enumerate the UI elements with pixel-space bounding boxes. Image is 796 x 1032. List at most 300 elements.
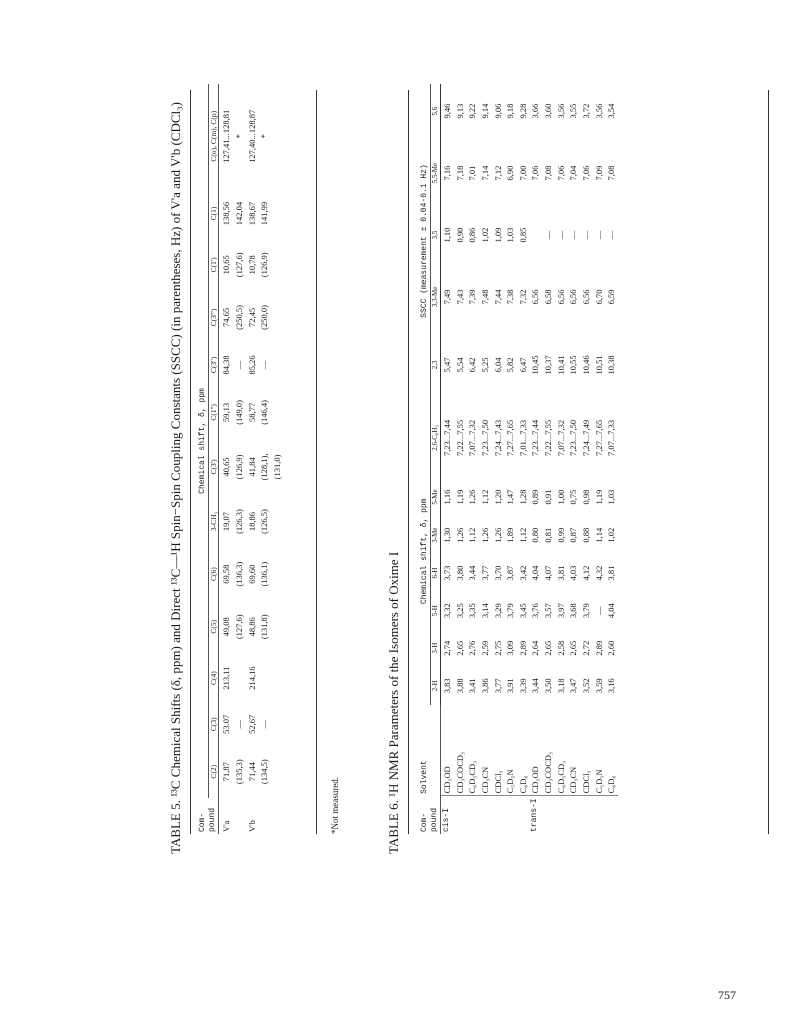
table5-column-header: C(1')	[209, 239, 219, 292]
value-cell: 1,16	[442, 489, 452, 505]
table6-bottom-rule	[768, 90, 769, 834]
table-row	[270, 84, 283, 834]
value-cell: 7,39	[467, 289, 478, 305]
table-row	[605, 84, 618, 834]
value-cell	[257, 653, 270, 703]
value-cell: 1,19	[593, 489, 604, 505]
value-cell	[270, 703, 283, 745]
compound-cell	[542, 796, 555, 834]
value-cell: 3,91	[505, 678, 516, 694]
value-cell: 2,65	[454, 640, 465, 656]
value-cell: 7,04	[568, 165, 579, 181]
value-cell: 1,26	[454, 527, 465, 543]
value-cell: 58,77	[246, 402, 257, 422]
value-cell: 3,73	[442, 565, 452, 581]
solvent-cell: CD₃COCD₃	[542, 705, 555, 796]
value-cell: 3,79	[505, 603, 516, 619]
value-cell: —	[555, 230, 566, 240]
value-cell: 3,50	[543, 678, 553, 694]
value-cell: 3,60	[543, 103, 553, 119]
value-cell: 1,19	[454, 489, 465, 505]
value-cell: 7,07...7,32	[555, 419, 566, 457]
value-cell: 0,85	[517, 227, 528, 243]
table6-column-header: 3,5	[431, 208, 441, 262]
value-cell: (136,3)	[234, 561, 244, 587]
value-cell: 41,84	[246, 457, 257, 477]
value-cell: 3,86	[479, 678, 490, 694]
value-cell: 138,56	[221, 201, 232, 226]
value-cell: (136,1)	[259, 561, 270, 587]
value-cell: 7,08	[606, 165, 617, 181]
table6-chemshift-header: Chemical shift, δ, ppm	[420, 398, 431, 705]
value-cell: 1,03	[606, 489, 617, 505]
value-cell: (135,3)	[234, 759, 244, 785]
value-cell: 3,55	[568, 103, 579, 119]
value-cell: 3,18	[555, 678, 566, 694]
value-cell: 1,30	[442, 527, 452, 543]
value-cell: 1,26	[479, 527, 490, 543]
value-cell: 7,49	[442, 289, 452, 305]
table-row	[466, 84, 479, 834]
value-cell: 138,67	[246, 201, 257, 226]
solvent-cell: CDCl₃	[580, 705, 593, 796]
value-cell	[270, 189, 283, 239]
value-cell: *	[259, 134, 270, 139]
page-number: 757	[718, 988, 736, 1002]
value-cell	[270, 745, 283, 798]
value-cell: 127,41...128,81	[221, 109, 232, 163]
table5-group-header: Chemical shift, δ, ppm	[198, 84, 209, 798]
value-cell: 3,39	[517, 678, 528, 694]
value-cell: 7,18	[454, 165, 465, 181]
table5	[198, 84, 283, 834]
value-cell: 0,98	[580, 489, 591, 505]
value-cell: 6,56	[568, 289, 579, 305]
value-cell: 6,42	[467, 357, 478, 373]
value-cell: 1,28	[517, 489, 528, 505]
value-cell: 3,87	[505, 565, 516, 581]
compound-cell	[567, 796, 580, 834]
value-cell: 1,20	[492, 489, 503, 505]
table5-column-header: C(3)	[209, 703, 219, 745]
value-cell: 10,38	[606, 355, 617, 375]
value-cell: 1,09	[492, 227, 503, 243]
table-row	[542, 84, 555, 834]
value-cell: 2,60	[606, 640, 617, 656]
value-cell: 9,18	[505, 103, 516, 119]
value-cell: 141,99	[259, 201, 270, 226]
value-cell: 4,32	[593, 565, 604, 581]
value-cell: 7,48	[479, 289, 490, 305]
value-cell: 3,88	[454, 678, 465, 694]
value-cell	[529, 208, 542, 262]
table5-column-header: C(o), C(m), C(p)	[209, 84, 219, 189]
value-cell: 0,86	[467, 227, 478, 243]
value-cell: 6,04	[492, 357, 503, 373]
value-cell	[270, 548, 283, 601]
compound-cell	[479, 796, 492, 834]
value-cell: 3,83	[442, 678, 452, 694]
value-cell: 2,65	[543, 640, 553, 656]
value-cell: 7,00	[517, 165, 528, 181]
table5-bottom-rule	[316, 90, 317, 834]
value-cell: (131,0)	[271, 454, 282, 480]
value-cell: 7,23...7,44	[442, 419, 452, 457]
value-cell: (126,9)	[234, 454, 244, 480]
value-cell: 127,40...128,87	[246, 109, 257, 163]
table5-column-header: C(3''')	[209, 291, 219, 344]
value-cell: (149,0)	[234, 399, 244, 425]
value-cell	[270, 344, 283, 386]
value-cell: —	[580, 230, 591, 240]
value-cell: 3,59	[593, 678, 604, 694]
value-cell: 4,04	[606, 603, 617, 619]
table6	[420, 84, 618, 834]
value-cell: 10,55	[568, 355, 579, 375]
value-cell: 1,26	[467, 489, 478, 505]
value-cell: 2,75	[492, 640, 503, 656]
value-cell: —	[234, 720, 244, 729]
value-cell: 7,01...7,33	[517, 419, 528, 457]
table6-column-header: 5-H	[431, 592, 441, 630]
value-cell: 2,76	[467, 640, 478, 656]
value-cell: 3,16	[606, 678, 617, 694]
table5-column-header: C(3')	[209, 439, 219, 496]
compound-cell	[492, 796, 505, 834]
compound-cell: trans-I	[530, 798, 540, 832]
value-cell	[270, 386, 283, 439]
value-cell: 7,27...7,65	[593, 419, 604, 457]
value-cell: 71,44	[246, 762, 257, 782]
value-cell	[270, 84, 283, 189]
solvent-cell: C₆D₆	[517, 705, 530, 796]
compound-cell	[593, 796, 606, 834]
value-cell: 1,89	[505, 527, 516, 543]
table5-top-rule	[190, 90, 191, 834]
value-cell: 3,80	[454, 565, 465, 581]
compound-cell	[504, 796, 517, 834]
value-cell: 9,28	[517, 103, 528, 119]
table5-column-header: C(6)	[209, 548, 219, 601]
value-cell: 7,01	[467, 165, 478, 181]
value-cell: (126,9)	[259, 252, 270, 278]
table5-column-header: C(5)	[209, 600, 219, 653]
table6-column-header: 2,3	[431, 332, 441, 398]
value-cell: (134,5)	[259, 759, 270, 785]
value-cell: 4,03	[568, 565, 579, 581]
value-cell: 9,13	[454, 103, 465, 119]
value-cell: 1,26	[492, 527, 503, 543]
value-cell: 3,35	[467, 603, 478, 619]
value-cell: 142,04	[234, 201, 244, 226]
value-cell: 0,80	[530, 527, 541, 543]
rotated-page-content	[168, 80, 778, 860]
value-cell: 9,14	[479, 103, 490, 119]
value-cell: —	[593, 230, 604, 240]
value-cell: 6,90	[505, 165, 516, 181]
value-cell: 48,86	[246, 617, 257, 637]
value-cell: 213,11	[221, 666, 232, 690]
value-cell: 10,65	[221, 255, 232, 275]
value-cell: 2,64	[530, 640, 541, 656]
value-cell: 1,03	[505, 227, 516, 243]
value-cell: 3,41	[467, 678, 478, 694]
table-row	[580, 84, 593, 834]
value-cell: —	[543, 230, 553, 240]
value-cell: 7,06	[580, 165, 591, 181]
value-cell: 3,97	[555, 603, 566, 619]
table-row	[593, 84, 606, 834]
value-cell: 10,37	[543, 355, 553, 375]
table6-column-header: 5,5-Me	[431, 138, 441, 208]
table-row	[504, 84, 517, 834]
value-cell: 3,66	[530, 103, 541, 119]
table-row	[555, 84, 568, 834]
value-cell: 7,09	[593, 165, 604, 181]
value-cell: 7,06	[555, 165, 566, 181]
value-cell: 1,10	[442, 227, 452, 243]
compound-cell	[466, 796, 479, 834]
value-cell	[270, 495, 283, 548]
value-cell: 3,47	[568, 678, 579, 694]
value-cell: 1,12	[517, 527, 528, 543]
table6-column-header: 5-Me	[431, 478, 441, 516]
value-cell: 9,22	[467, 103, 478, 119]
value-cell: 6,56	[580, 289, 591, 305]
value-cell: 0,99	[555, 527, 566, 543]
value-cell: 3,42	[517, 565, 528, 581]
value-cell: 1,12	[467, 527, 478, 543]
compound-cell: V'b	[246, 820, 257, 832]
solvent-cell: CD₃OD	[529, 705, 542, 796]
table6-top-rule	[408, 90, 409, 834]
value-cell: 53.07	[221, 714, 232, 734]
table5-column-header: C(1)	[209, 189, 219, 239]
table6-column-header: 2,6-C₆H₅	[431, 398, 441, 478]
value-cell: 7,23...7,50	[479, 419, 490, 457]
value-cell: 7,14	[479, 165, 490, 181]
value-cell: —	[568, 230, 579, 240]
table6-solvent-header: Solvent	[420, 705, 441, 796]
compound-cell	[517, 796, 530, 834]
compound-cell	[580, 796, 593, 834]
value-cell: 2,89	[517, 640, 528, 656]
value-cell: 0,89	[530, 489, 541, 505]
value-cell: 4,07	[543, 565, 553, 581]
value-cell: 7,07...7,32	[467, 419, 478, 457]
value-cell	[270, 291, 283, 344]
value-cell: 18,86	[246, 511, 257, 532]
value-cell: 2,65	[568, 640, 579, 656]
value-cell: 7,22...7,55	[454, 419, 465, 457]
table-row	[441, 84, 454, 834]
value-cell: 3,54	[606, 103, 617, 119]
value-cell: 0,87	[568, 527, 579, 543]
value-cell: 10,41	[555, 355, 566, 375]
value-cell: 74,65	[221, 307, 232, 328]
value-cell: 10,51	[593, 355, 604, 375]
value-cell: 3,44	[530, 678, 541, 694]
value-cell: 0,90	[454, 227, 465, 243]
value-cell: —	[593, 606, 604, 615]
value-cell: 3,45	[517, 603, 528, 619]
value-cell: 3,79	[580, 603, 591, 619]
compound-cell: cis-I	[442, 807, 451, 832]
value-cell: 72,45	[246, 307, 257, 328]
value-cell: 5,25	[479, 357, 490, 373]
value-cell: 7,32	[517, 289, 528, 305]
table-row	[245, 84, 258, 834]
solvent-cell: CDCl₃	[492, 705, 505, 796]
table5-column-header: 3-CH₃	[209, 495, 219, 548]
table5-body	[219, 84, 283, 834]
value-cell: 7,23...7,50	[568, 419, 579, 457]
value-cell: 71,87	[221, 762, 232, 782]
table6-sscc-header: SSCC (measurement ± 0.04-0.1 Hz)	[420, 84, 431, 398]
table6-column-header: 3-Me	[431, 516, 441, 554]
table6-column-header: 6-H	[431, 554, 441, 592]
value-cell: 7,22...7,55	[543, 419, 553, 457]
value-cell	[270, 600, 283, 653]
value-cell: 85,26	[246, 355, 257, 375]
value-cell: 2,59	[479, 640, 490, 656]
value-cell: 3,70	[492, 565, 503, 581]
value-cell: 5,47	[442, 357, 452, 373]
value-cell: 7,12	[492, 165, 503, 181]
value-cell: 52,67	[246, 714, 257, 734]
solvent-cell: C₆D₅CD₃	[466, 705, 479, 796]
solvent-cell: C₅D₅N	[593, 705, 606, 796]
value-cell: 3,77	[479, 565, 490, 581]
value-cell: 3,52	[580, 678, 591, 694]
table-row	[529, 84, 542, 834]
compound-cell	[605, 796, 618, 834]
table6-body	[441, 84, 618, 834]
table-row	[219, 84, 232, 834]
value-cell: 214,16	[246, 666, 257, 690]
compound-cell	[454, 796, 467, 834]
solvent-cell: CD₃OD	[441, 705, 454, 796]
value-cell: 7,16	[442, 165, 452, 181]
value-cell: 7,27...7,65	[505, 419, 516, 457]
value-cell: 1,47	[505, 489, 516, 505]
table-row	[257, 84, 270, 834]
value-cell: 49,08	[221, 617, 232, 637]
value-cell: —	[234, 360, 244, 370]
value-cell: 40,65	[221, 457, 232, 477]
value-cell: —	[606, 230, 617, 240]
compound-cell	[257, 798, 270, 834]
solvent-cell: C₆D₅CD₃	[555, 705, 568, 796]
table6-caption: TABLE 6. ¹H NMR Parameters of the Isomers of Oxime I	[386, 551, 401, 854]
value-cell: —	[259, 720, 270, 729]
value-cell: 1,12	[479, 489, 490, 505]
table-row	[492, 84, 505, 834]
value-cell: —	[259, 360, 270, 370]
table5-column-header: C(1'')	[209, 386, 219, 439]
value-cell: 3,32	[442, 603, 452, 619]
solvent-cell: CD₃CN	[567, 705, 580, 796]
value-cell: 3,25	[454, 603, 465, 619]
value-cell: 7,24...7,49	[580, 419, 591, 457]
table5-footnote: *Not measured.	[330, 777, 340, 834]
solvent-cell: C₆D₆	[605, 705, 618, 796]
value-cell: (127,6)	[234, 252, 244, 278]
value-cell: 3,29	[492, 603, 503, 619]
value-cell: 69,60	[246, 564, 257, 584]
table5-column-header: C(4)	[209, 653, 219, 703]
value-cell: 4,12	[580, 565, 591, 581]
value-cell: 6,59	[606, 289, 617, 305]
value-cell: 6,70	[593, 289, 604, 305]
table5-column-headers	[209, 84, 219, 834]
value-cell: 5,82	[505, 357, 516, 373]
value-cell: 69,58	[221, 564, 232, 584]
value-cell: *	[234, 134, 244, 139]
table6-column-header: 5,6	[431, 84, 441, 138]
value-cell: 0,91	[543, 489, 553, 505]
solvent-cell: C₅D₅N	[504, 705, 517, 796]
value-cell: 7,43	[454, 289, 465, 305]
value-cell: 6,47	[517, 357, 528, 373]
value-cell: (146,4)	[259, 399, 270, 425]
value-cell	[270, 239, 283, 292]
value-cell: (126,5)	[259, 509, 270, 534]
table-row	[567, 84, 580, 834]
value-cell: 3,72	[580, 103, 591, 119]
value-cell: 2,72	[580, 640, 591, 656]
value-cell: 2,74	[442, 640, 452, 656]
value-cell: 9,06	[492, 103, 503, 119]
table6-column-header: 3-H	[431, 629, 441, 667]
compound-cell: V'a	[221, 820, 232, 832]
value-cell: 6,56	[530, 289, 541, 305]
value-cell: 3,76	[530, 603, 541, 619]
value-cell: (250,0)	[259, 305, 270, 330]
table6-column-header: 3,3-Me	[431, 262, 441, 332]
value-cell: 1,02	[479, 227, 490, 243]
value-cell: 6,56	[555, 289, 566, 305]
value-cell: 3,68	[568, 603, 579, 619]
value-cell: (250,5)	[234, 305, 244, 330]
table-row	[479, 84, 492, 834]
value-cell	[270, 653, 283, 703]
value-cell: 3,09	[505, 640, 516, 656]
value-cell: 7,38	[505, 289, 516, 305]
value-cell: 3,44	[467, 565, 478, 581]
value-cell: 4,04	[530, 565, 541, 581]
solvent-cell: CD₃COCD₃	[454, 705, 467, 796]
value-cell: 59,13	[221, 402, 232, 422]
value-cell: 3,81	[606, 565, 617, 581]
value-cell: 19,07	[221, 511, 232, 532]
value-cell: 10,46	[580, 355, 591, 375]
table5-compound-header: Com-pound	[198, 798, 219, 834]
value-cell: (128,1),	[259, 453, 270, 481]
compound-cell	[232, 798, 245, 834]
value-cell: 10,45	[530, 355, 541, 375]
value-cell: 7,08	[543, 165, 553, 181]
value-cell: 7,07...7,33	[606, 419, 617, 457]
value-cell: 9,46	[442, 103, 452, 119]
value-cell: 2,89	[593, 640, 604, 656]
value-cell: 2,58	[555, 640, 566, 656]
value-cell: 0,81	[543, 527, 553, 543]
value-cell: (126,3)	[234, 509, 244, 534]
table5-column-header: C(2)	[209, 745, 219, 798]
compound-cell	[555, 796, 568, 834]
value-cell: 1,02	[606, 527, 617, 543]
